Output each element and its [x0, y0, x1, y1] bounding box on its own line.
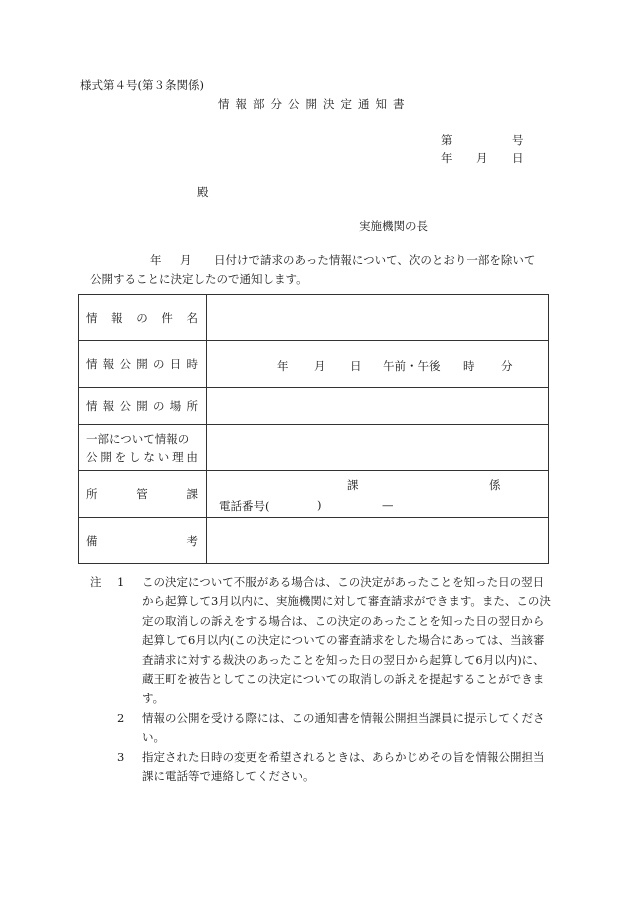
intro-year: 年: [150, 253, 162, 267]
place-label: 情 報 公 開 の 場 所: [79, 388, 207, 425]
place-value: [207, 388, 549, 425]
doc-number-suffix: 号: [512, 133, 524, 147]
dept-kakari: 係: [489, 478, 501, 492]
note-item: 1 この決定について不服がある場合は、この決定があったことを知った日の翌日から起算して3月以内に、実施機関に対して審査請求ができます。また、この決定の取消しの訴えをする場合は、この決定のあったことを知った日の翌日から起算して6月以内(この決定についての審査請求をした場合にあっては、当該審査請求に対する裁決のあったことを知った日の翌日から起算して6月以内)に、蔵王町を被告としてこの決定についての取消しの訴えを提起することができます。: [117, 575, 551, 706]
addressee-suffix: 殿: [197, 185, 209, 199]
table-row-datetime: [79, 341, 549, 388]
dept-phone-label: 電話番号(: [219, 499, 270, 513]
intro-line-2: 公開することに決定したので通知します。: [90, 272, 308, 286]
reason-label-line-1: 一部について情報の: [86, 431, 190, 446]
reason-label: [79, 425, 207, 471]
subject-label: 情 報 の 件 名: [79, 295, 207, 341]
intro-text: 日付けで請求のあった情報について、次のとおり一部を除いて: [214, 253, 536, 267]
sender: 実施機関の長: [359, 219, 428, 233]
remarks-label: 備 考: [79, 518, 207, 564]
note-item: 2 情報の公開を受ける際には、この通知書を情報公開担当課員に提示してください。: [117, 710, 545, 745]
intro-month: 月: [180, 253, 192, 267]
notes-head: 注: [90, 575, 102, 589]
dept-phone-close: ): [317, 498, 322, 512]
dt-ampm: 午前・午後: [383, 359, 441, 373]
date-month: 月: [476, 151, 488, 165]
dept-value: [207, 471, 549, 518]
remarks-value: [207, 518, 549, 564]
date-day: 日: [512, 151, 524, 165]
dt-minute: 分: [501, 359, 513, 373]
table-row-reason: [79, 425, 549, 471]
table-row-place: [79, 388, 549, 425]
table-row-remarks: [79, 518, 549, 564]
document-title: 情報部分公開決定通知書: [218, 97, 411, 111]
notes: [90, 573, 552, 786]
table-row-dept: [79, 471, 549, 518]
note-item: 3 指定された日時の変更を希望されるときは、あらかじめその旨を情報公開担当課に電話等で連絡してください。: [117, 749, 545, 784]
datetime-value: [207, 341, 549, 388]
info-table: [78, 294, 549, 564]
date-year: 年: [441, 151, 453, 165]
dept-ka: 課: [347, 478, 359, 492]
dept-phone-dash: —: [382, 498, 394, 512]
doc-number-prefix: 第: [441, 133, 453, 147]
dt-year: 年: [277, 359, 289, 373]
dt-day: 日: [350, 359, 362, 373]
reason-label-line-2: 公 開 を し な い 理 由: [86, 449, 198, 464]
datetime-label: 情 報 公 開 の 日 時: [79, 341, 207, 388]
table-row-subject: [79, 295, 549, 341]
dept-label: 所 管 課: [79, 471, 207, 518]
subject-value: [207, 295, 549, 341]
form-label: 様式第４号(第３条関係): [80, 78, 204, 92]
dt-month: 月: [314, 359, 326, 373]
intro-line-1: [88, 255, 535, 267]
reason-value: [207, 425, 549, 471]
dt-hour: 時: [463, 359, 475, 373]
